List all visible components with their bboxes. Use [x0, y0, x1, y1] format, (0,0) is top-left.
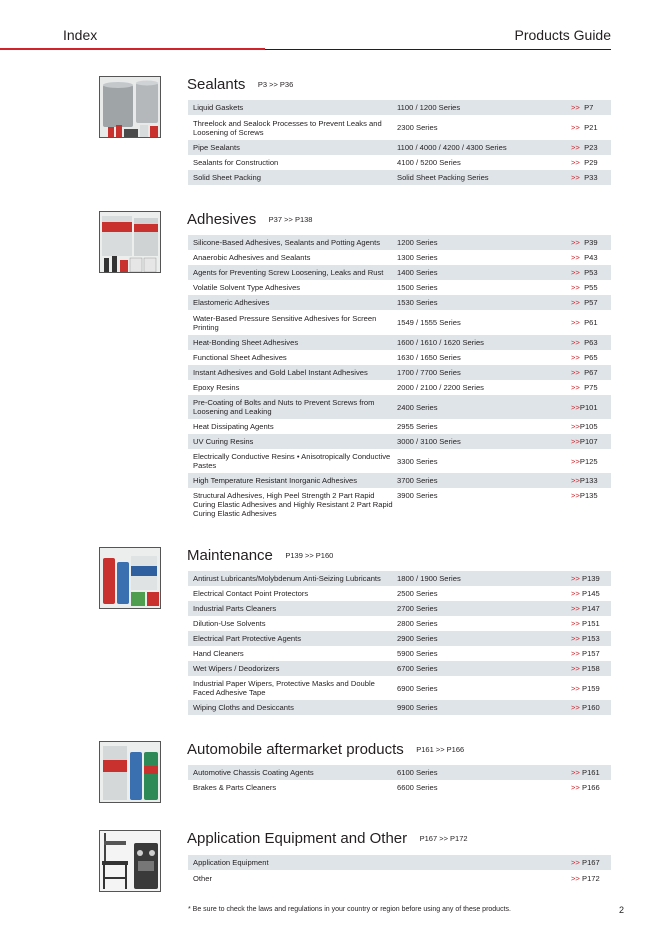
arrow-glyph: >> [571, 143, 580, 152]
table-row [188, 676, 611, 700]
table-row [188, 601, 611, 616]
arrow-glyph: >> [571, 123, 580, 132]
arrow-glyph: >> [571, 402, 580, 412]
page-ref[interactable] [563, 143, 611, 152]
page-number: P7 [584, 103, 594, 112]
arrow-glyph: >> [571, 268, 580, 277]
page-ref[interactable] [563, 574, 611, 583]
table-row [188, 265, 611, 280]
sealants-product-photo [99, 76, 161, 138]
product-series: 6700 Series [397, 664, 438, 673]
product-series: 2500 Series [397, 589, 438, 598]
product-series: 9900 Series [397, 703, 438, 712]
product-name: Wiping Cloths and Desiccants [193, 703, 294, 712]
product-name: Hand Cleaners [193, 649, 244, 658]
page-number: P43 [584, 253, 598, 262]
table-row [188, 419, 611, 434]
product-name: Elastomeric Adhesives [193, 298, 270, 307]
product-name: Sealants for Construction [193, 158, 279, 167]
arrow-glyph: >> [571, 353, 580, 362]
product-name: Heat Dissipating Agents [193, 422, 274, 431]
sealants-table [188, 100, 611, 185]
maintenance-heading [187, 547, 333, 565]
page-ref[interactable] [563, 491, 611, 500]
product-name: Other [193, 874, 212, 883]
product-series: 2800 Series [397, 619, 438, 628]
arrow-glyph: >> [571, 338, 580, 347]
section-page-range: P161 >> P166 [416, 745, 465, 754]
product-name: UV Curing Resins [193, 437, 254, 446]
table-row [188, 434, 611, 449]
page-ref[interactable] [563, 158, 611, 167]
page-ref[interactable] [563, 353, 611, 362]
page-ref[interactable] [563, 383, 611, 392]
page-ref[interactable] [563, 664, 611, 673]
product-series: 1530 Series [397, 298, 438, 307]
page-number: P39 [584, 238, 598, 247]
page-number: P159 [582, 683, 600, 693]
section-page-range: P37 >> P138 [268, 215, 313, 224]
arrow-glyph: >> [571, 589, 580, 598]
product-name: Epoxy Resins [193, 383, 240, 392]
arrow-glyph: >> [571, 298, 580, 307]
page-ref[interactable] [563, 253, 611, 262]
arrow-glyph: >> [571, 783, 580, 792]
table-row [188, 140, 611, 155]
page-number: P139 [582, 574, 600, 583]
product-name: Industrial Parts Cleaners [193, 604, 277, 613]
page-ref[interactable] [563, 338, 611, 347]
page-number: P153 [582, 634, 600, 643]
page-number: P107 [579, 437, 598, 446]
product-name: Pipe Sealants [193, 143, 240, 152]
page-ref[interactable] [563, 298, 611, 307]
product-series: 1500 Series [397, 283, 438, 292]
page-ref[interactable] [563, 368, 611, 377]
product-series: 1200 Series [397, 238, 438, 247]
page-number: P21 [584, 123, 598, 132]
page-ref[interactable] [563, 604, 611, 613]
product-series: 2000 / 2100 / 2200 Series [397, 383, 484, 392]
section-page-range: P167 >> P172 [419, 834, 468, 843]
page-ref[interactable] [563, 684, 611, 693]
page-ref[interactable] [563, 476, 611, 485]
header-accent-rule [0, 48, 265, 50]
table-row [188, 488, 611, 521]
page-ref[interactable] [563, 703, 611, 712]
page-ref[interactable] [563, 619, 611, 628]
arrow-glyph: >> [571, 874, 580, 883]
table-row [188, 571, 611, 586]
page-number: P133 [579, 476, 598, 485]
product-name: Silicone-Based Adhesives, Sealants and Potting Agents [193, 238, 381, 247]
page-ref[interactable] [563, 238, 611, 247]
page-ref[interactable] [563, 783, 611, 792]
product-name: Anaerobic Adhesives and Sealants [193, 253, 311, 262]
table-row [188, 616, 611, 631]
automobile-table [188, 765, 611, 795]
product-name: Pre-Coating of Bolts and Nuts to Prevent Screws from Loosening and Leaking [193, 398, 375, 416]
page-number: P101 [579, 402, 598, 412]
page-ref[interactable] [563, 768, 611, 777]
page-ref[interactable] [563, 173, 611, 182]
table-row [188, 765, 611, 780]
table-row [188, 100, 611, 115]
product-name: Solid Sheet Packing [193, 173, 261, 182]
table-row [188, 235, 611, 250]
product-name: Electrical Contact Point Protectors [193, 589, 309, 598]
product-series: 1549 / 1555 Series [397, 318, 461, 327]
table-row [188, 295, 611, 310]
product-series: 3900 Series [397, 491, 438, 500]
arrow-glyph: >> [571, 476, 580, 485]
product-series: 2700 Series [397, 604, 438, 613]
table-row [188, 310, 611, 335]
table-row [188, 395, 611, 419]
arrow-glyph: >> [571, 683, 580, 693]
product-name: Application Equipment [193, 858, 269, 867]
page-number: P158 [582, 664, 600, 673]
arrow-glyph: >> [571, 634, 580, 643]
page-number: P33 [584, 173, 598, 182]
arrow-glyph: >> [571, 858, 580, 867]
automobile-product-photo [99, 741, 161, 803]
page-ref[interactable] [563, 649, 611, 658]
table-row [188, 700, 611, 715]
table-row [188, 280, 611, 295]
product-series: 2900 Series [397, 634, 438, 643]
automobile-heading [187, 741, 464, 759]
table-row [188, 870, 611, 887]
table-row [188, 380, 611, 395]
page-number: P147 [582, 604, 600, 613]
page-number: P160 [582, 703, 600, 712]
product-name: Brakes & Parts Cleaners [193, 783, 277, 792]
product-series: 6900 Series [397, 683, 438, 693]
page-number-footer: 2 [618, 905, 624, 915]
footnote-disclaimer: * Be sure to check the laws and regulations in your country or region before using any of these products. [188, 906, 511, 913]
arrow-glyph: >> [571, 768, 580, 777]
product-series: 4100 / 5200 Series [397, 158, 461, 167]
arrow-glyph: >> [571, 664, 580, 673]
arrow-glyph: >> [571, 368, 580, 377]
product-name: Industrial Paper Wipers, Protective Masks and Double Faced Adhesive Tape [193, 679, 375, 697]
dispensing-machine-icon [100, 831, 161, 892]
page-number: P55 [584, 283, 598, 292]
product-name: Heat-Bonding Sheet Adhesives [193, 338, 299, 347]
product-series: 1100 / 1200 Series [397, 103, 461, 112]
page-number: P161 [582, 768, 600, 777]
page-ref[interactable] [563, 403, 611, 412]
page-number: P75 [584, 383, 598, 392]
page-number: P135 [579, 491, 598, 500]
product-series: 1400 Series [397, 268, 438, 277]
arrow-glyph: >> [571, 456, 580, 466]
section-page-range: P139 >> P160 [285, 551, 334, 560]
table-row [188, 250, 611, 265]
product-series: 1800 / 1900 Series [397, 574, 461, 583]
page-ref[interactable] [563, 103, 611, 112]
product-series: 6100 Series [397, 768, 438, 777]
product-series: 1700 / 7700 Series [397, 368, 461, 377]
arrow-glyph: >> [571, 253, 580, 262]
arrow-glyph: >> [571, 604, 580, 613]
application-equipment-heading [187, 830, 468, 848]
product-series: 6600 Series [397, 783, 438, 792]
table-row [188, 155, 611, 170]
arrow-glyph: >> [571, 437, 580, 446]
spray-cans-icon [100, 548, 161, 609]
page-number: P67 [584, 368, 598, 377]
maintenance-table [188, 571, 611, 715]
page-ref[interactable] [563, 318, 611, 327]
table-row [188, 473, 611, 488]
product-series: 1630 / 1650 Series [397, 353, 461, 362]
page-ref[interactable] [563, 437, 611, 446]
header-index-label: Index [63, 27, 98, 43]
section-title: Adhesives [187, 211, 257, 228]
page-ref[interactable] [563, 123, 611, 132]
automotive-cans-icon [100, 742, 161, 803]
arrow-glyph: >> [571, 318, 580, 327]
table-row [188, 350, 611, 365]
table-row [188, 449, 611, 473]
product-name: Functional Sheet Adhesives [193, 353, 287, 362]
page-ref[interactable] [563, 589, 611, 598]
section-page-range: P3 >> P36 [257, 80, 294, 89]
page-number: P166 [582, 783, 600, 792]
arrow-glyph: >> [571, 238, 580, 247]
page-number: P105 [579, 422, 598, 431]
product-series: 2400 Series [397, 402, 438, 412]
product-name: Automotive Chassis Coating Agents [193, 768, 314, 777]
product-name: Threelock and Sealock Processes to Prevent Leaks and Loosening of Screws [193, 118, 382, 137]
table-row [188, 335, 611, 350]
page-number: P167 [582, 858, 600, 867]
product-series: 1300 Series [397, 253, 438, 262]
page-number: P151 [582, 619, 600, 628]
page-number: P23 [584, 143, 598, 152]
table-row [188, 661, 611, 676]
product-series: 1100 / 4000 / 4200 / 4300 Series [397, 143, 507, 152]
application-equipment-table [188, 855, 611, 887]
arrow-glyph: >> [571, 383, 580, 392]
page-ref[interactable] [563, 268, 611, 277]
page-ref[interactable] [563, 422, 611, 431]
adhesives-table [188, 235, 611, 521]
page-ref[interactable] [563, 874, 611, 883]
product-series: 2955 Series [397, 422, 438, 431]
product-name: Dilution-Use Solvents [193, 619, 266, 628]
equipment-product-photo [99, 830, 161, 892]
table-row [188, 586, 611, 601]
table-row [188, 646, 611, 661]
arrow-glyph: >> [571, 574, 580, 583]
table-row [188, 780, 611, 795]
page-ref[interactable] [563, 858, 611, 867]
arrow-glyph: >> [571, 491, 580, 500]
product-name: High Temperature Resistant Inorganic Adhesives [193, 476, 358, 485]
adhesives-product-photo [99, 211, 161, 273]
page-number: P53 [584, 268, 598, 277]
arrow-glyph: >> [571, 173, 580, 182]
table-row [188, 631, 611, 646]
section-title: Application Equipment and Other [187, 830, 408, 847]
product-series: 5900 Series [397, 649, 438, 658]
product-series: 3000 / 3100 Series [397, 437, 461, 446]
adhesive-containers-icon [100, 212, 161, 273]
page-number: P125 [579, 456, 598, 466]
section-title: Sealants [187, 76, 246, 93]
sealants-heading [187, 76, 293, 94]
section-title: Maintenance [187, 547, 273, 564]
page-number: P61 [584, 318, 598, 327]
arrow-glyph: >> [571, 158, 580, 167]
product-series: 1600 / 1610 / 1620 Series [397, 338, 484, 347]
product-name: Antirust Lubricants/Molybdenum Anti-Seizing Lubricants [193, 574, 381, 583]
arrow-glyph: >> [571, 649, 580, 658]
page-number: P172 [582, 874, 600, 883]
arrow-glyph: >> [571, 283, 580, 292]
product-name: Electrical Part Protective Agents [193, 634, 302, 643]
page-number: P145 [582, 589, 600, 598]
maintenance-product-photo [99, 547, 161, 609]
page-ref[interactable] [563, 283, 611, 292]
page-number: P65 [584, 353, 598, 362]
arrow-glyph: >> [571, 103, 580, 112]
product-series: 2300 Series [397, 123, 438, 132]
product-name: Agents for Preventing Screw Loosening, Leaks and Rust [193, 268, 384, 277]
product-name: Water-Based Pressure Sensitive Adhesives for Screen Printing [193, 313, 377, 332]
page-number: P29 [584, 158, 598, 167]
product-name: Instant Adhesives and Gold Label Instant Adhesives [193, 368, 368, 377]
product-name: Liquid Gaskets [193, 103, 244, 112]
table-row [188, 855, 611, 870]
arrow-glyph: >> [571, 422, 580, 431]
page-number: P57 [584, 298, 598, 307]
arrow-glyph: >> [571, 703, 580, 712]
page-number: P157 [582, 649, 600, 658]
product-series: 3700 Series [397, 476, 438, 485]
table-row [188, 115, 611, 140]
table-row [188, 170, 611, 185]
sealant-cans-icon [100, 77, 161, 138]
adhesives-heading [187, 211, 312, 229]
page-ref[interactable] [563, 457, 611, 466]
section-title: Automobile aftermarket products [187, 741, 404, 758]
table-row [188, 365, 611, 380]
page-number: P63 [584, 338, 598, 347]
product-name: Structural Adhesives, High Peel Strength 2 Part Rapid Curing Elastic Adhesives and Highly Resistant 2 Part Rapid Curing Elastic Adhesives [193, 491, 393, 518]
page-ref[interactable] [563, 634, 611, 643]
product-series: 3300 Series [397, 456, 438, 466]
product-series: Solid Sheet Packing Series [397, 173, 489, 182]
product-name: Volatile Solvent Type Adhesives [193, 283, 301, 292]
header-guide-title: Products Guide [514, 27, 611, 43]
product-name: Wet Wipers / Deodorizers [193, 664, 280, 673]
product-name: Electrically Conductive Resins • Anisotropically Conductive Pastes [193, 452, 391, 470]
arrow-glyph: >> [571, 619, 580, 628]
